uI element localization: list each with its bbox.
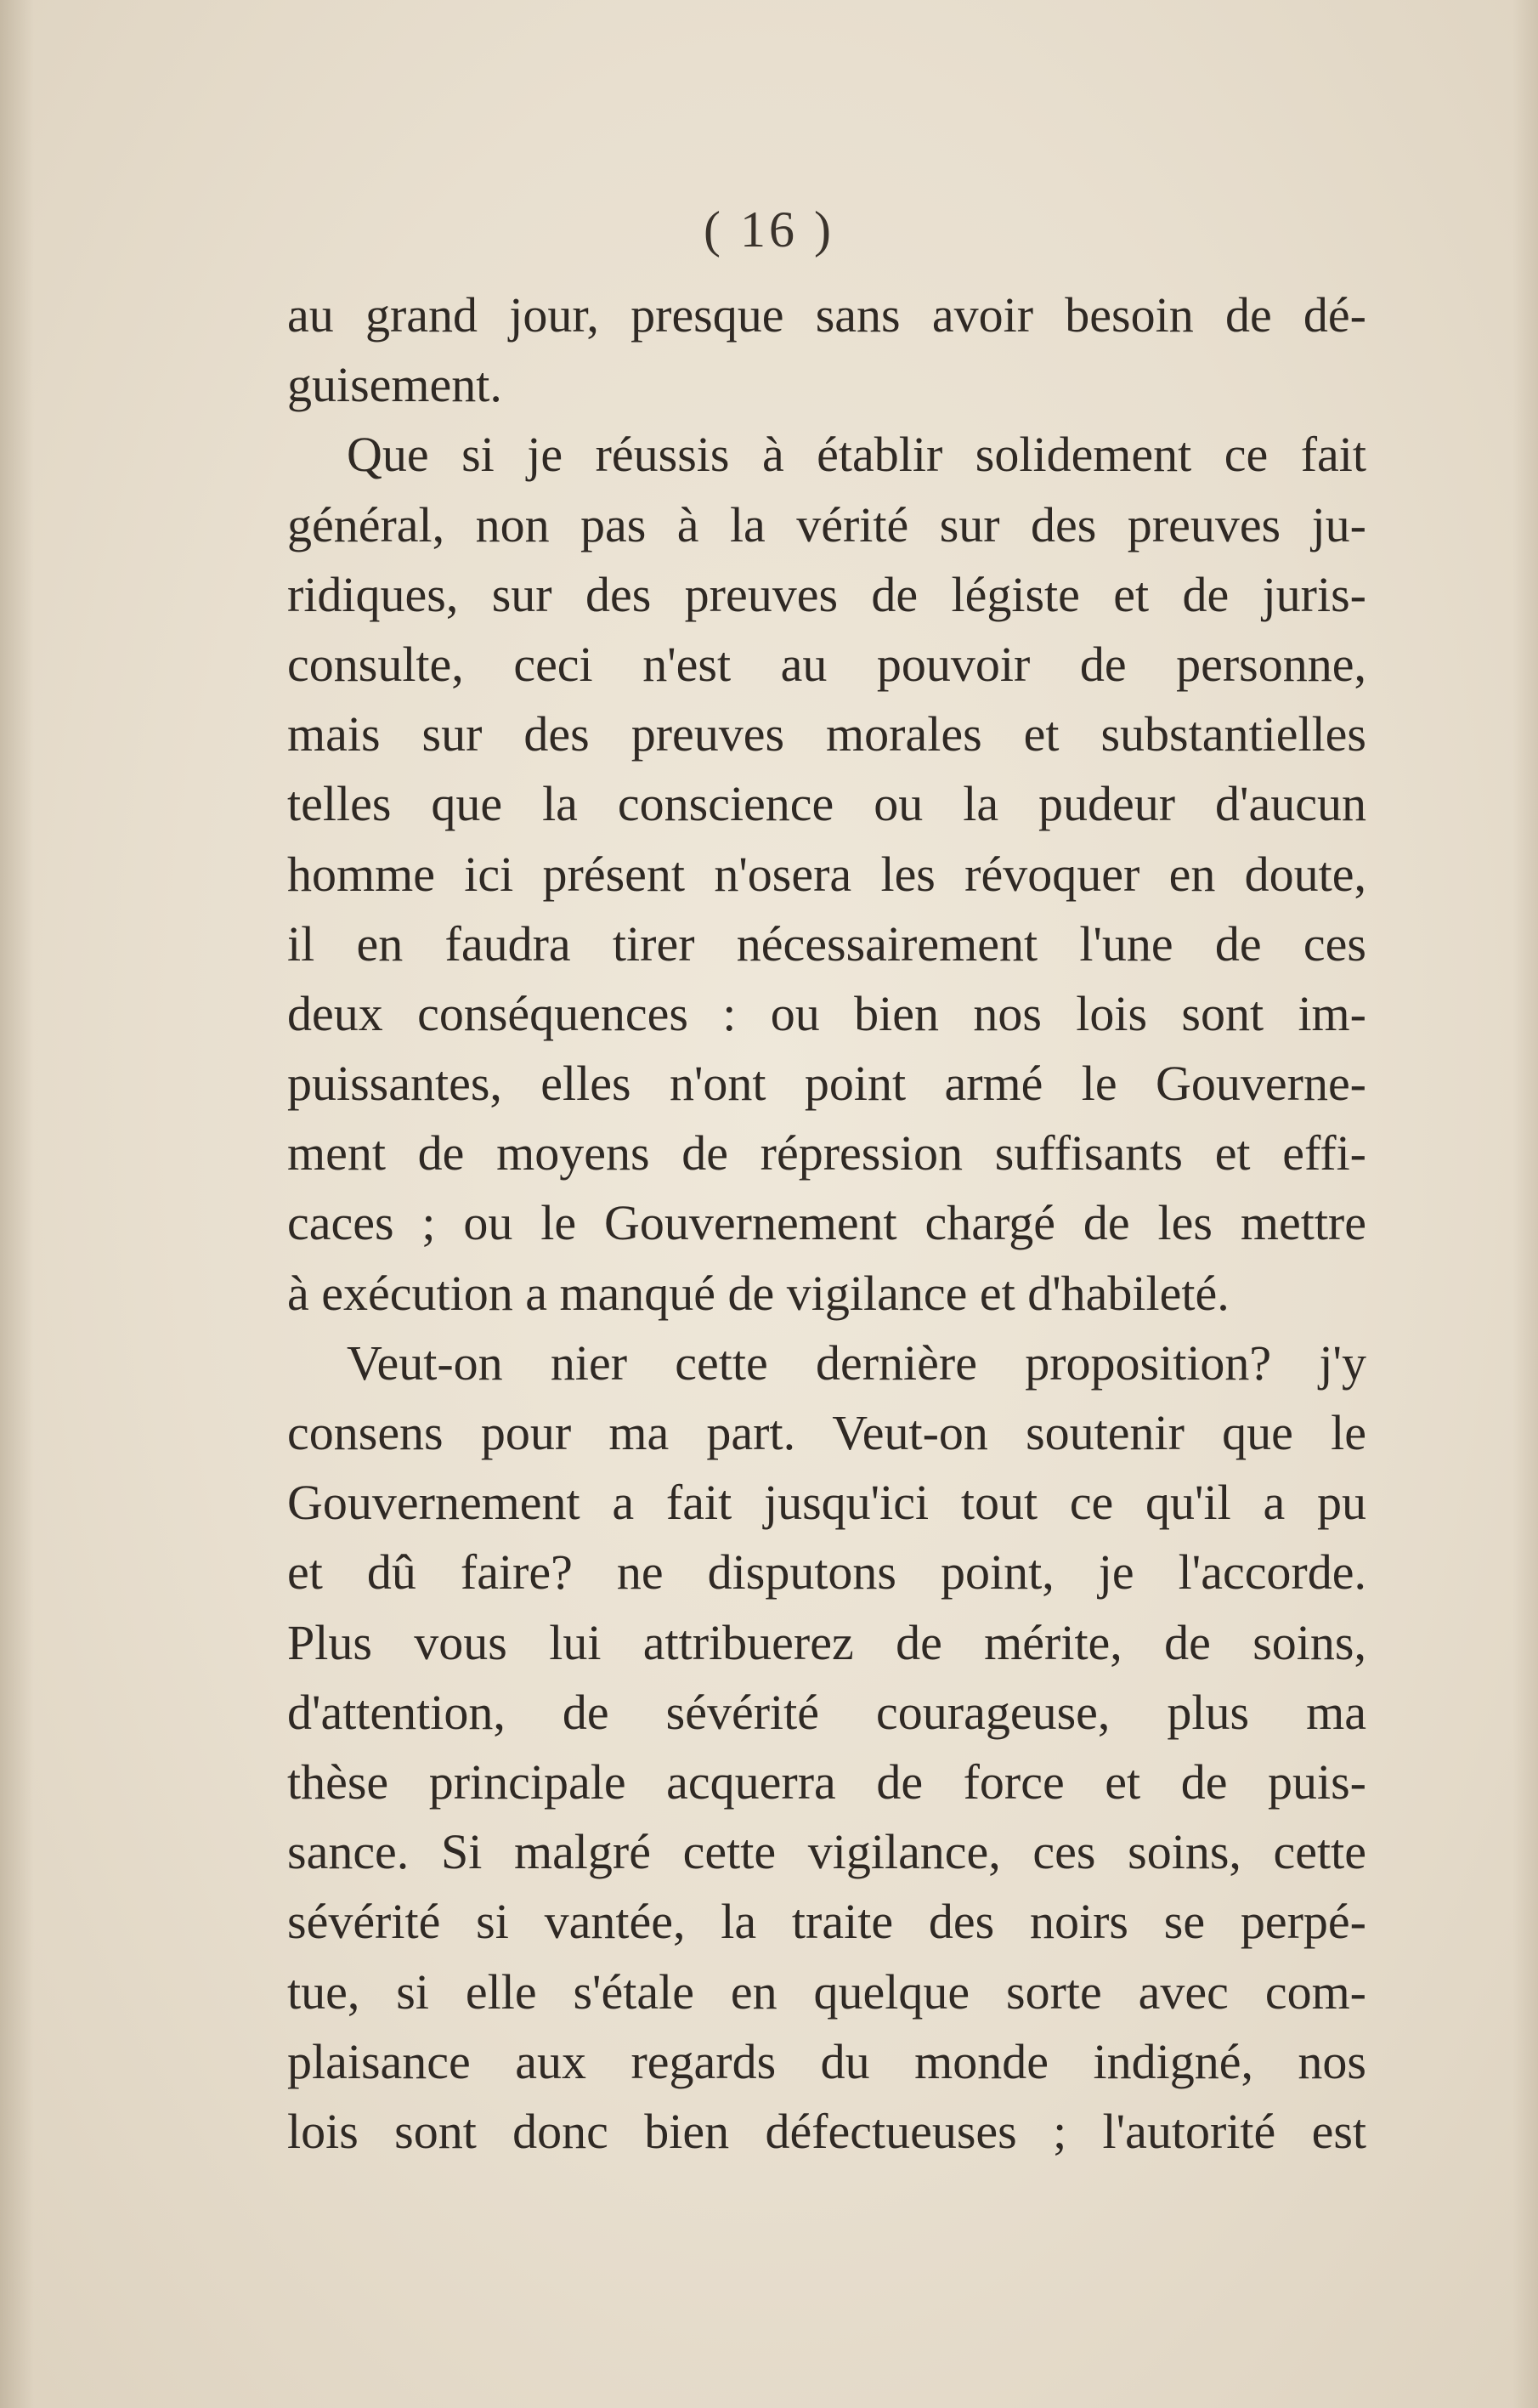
text-line: telles que la conscience ou la pudeur d'aucun: [287, 776, 1366, 832]
text-line: sance. Si malgré cette vigilance, ces soins, cette: [287, 1824, 1366, 1880]
text-line: homme ici présent n'osera les révoquer en doute,: [287, 846, 1366, 902]
text-line: consulte, ceci n'est au pouvoir de personne,: [287, 636, 1366, 692]
text-line: Plus vous lui attribuerez de mérite, de soins,: [287, 1614, 1366, 1670]
page-edge-shadow-left: [0, 0, 34, 2408]
text-line: deux conséquences : ou bien nos lois sont im-: [287, 985, 1366, 1041]
text-line: lois sont donc bien défectueuses ; l'autorité est: [287, 2103, 1366, 2159]
text-line: caces ; ou le Gouvernement chargé de les mettre: [287, 1195, 1366, 1251]
text-line: Que si je réussis à établir solidement ce fait: [347, 427, 1366, 483]
text-line: mais sur des preuves morales et substantielles: [287, 706, 1366, 762]
text-line: guisement.: [287, 357, 502, 413]
body-text: [287, 280, 1366, 2167]
page-number: ( 16 ): [704, 201, 834, 258]
text-line: il en faudra tirer nécessairement l'une de ces: [287, 915, 1366, 972]
page-edge-shadow-right: [1513, 0, 1538, 2408]
text-line: consens pour ma part. Veut-on soutenir que le: [287, 1405, 1366, 1460]
text-line: sévérité si vantée, la traite des noirs se perpé-: [287, 1894, 1366, 1950]
text-line: d'attention, de sévérité courageuse, plus ma: [287, 1684, 1366, 1740]
text-line: thèse principale acquerra de force et de puis-: [287, 1754, 1366, 1810]
text-line: Veut-on nier cette dernière proposition? j'y: [347, 1334, 1366, 1391]
text-line: au grand jour, presque sans avoir besoin de dé-: [287, 287, 1366, 343]
text-line: et dû faire? ne disputons point, je l'accorde.: [287, 1544, 1366, 1601]
text-line: général, non pas à la vérité sur des preuves ju-: [287, 496, 1366, 552]
text-line: plaisance aux regards du monde indigné, nos: [287, 2033, 1366, 2089]
text-line: à exécution a manqué de vigilance et d'habileté.: [287, 1265, 1230, 1321]
text-line: ment de moyens de répression suffisants et effi-: [287, 1125, 1366, 1181]
text-line: puissantes, elles n'ont point armé le Gouverne-: [287, 1056, 1366, 1112]
text-line: ridiques, sur des preuves de légiste et de juris-: [287, 566, 1366, 622]
text-line: tue, si elle s'étale en quelque sorte avec com-: [287, 1963, 1366, 2020]
text-line: Gouvernement a fait jusqu'ici tout ce qu'il a pu: [287, 1475, 1366, 1531]
